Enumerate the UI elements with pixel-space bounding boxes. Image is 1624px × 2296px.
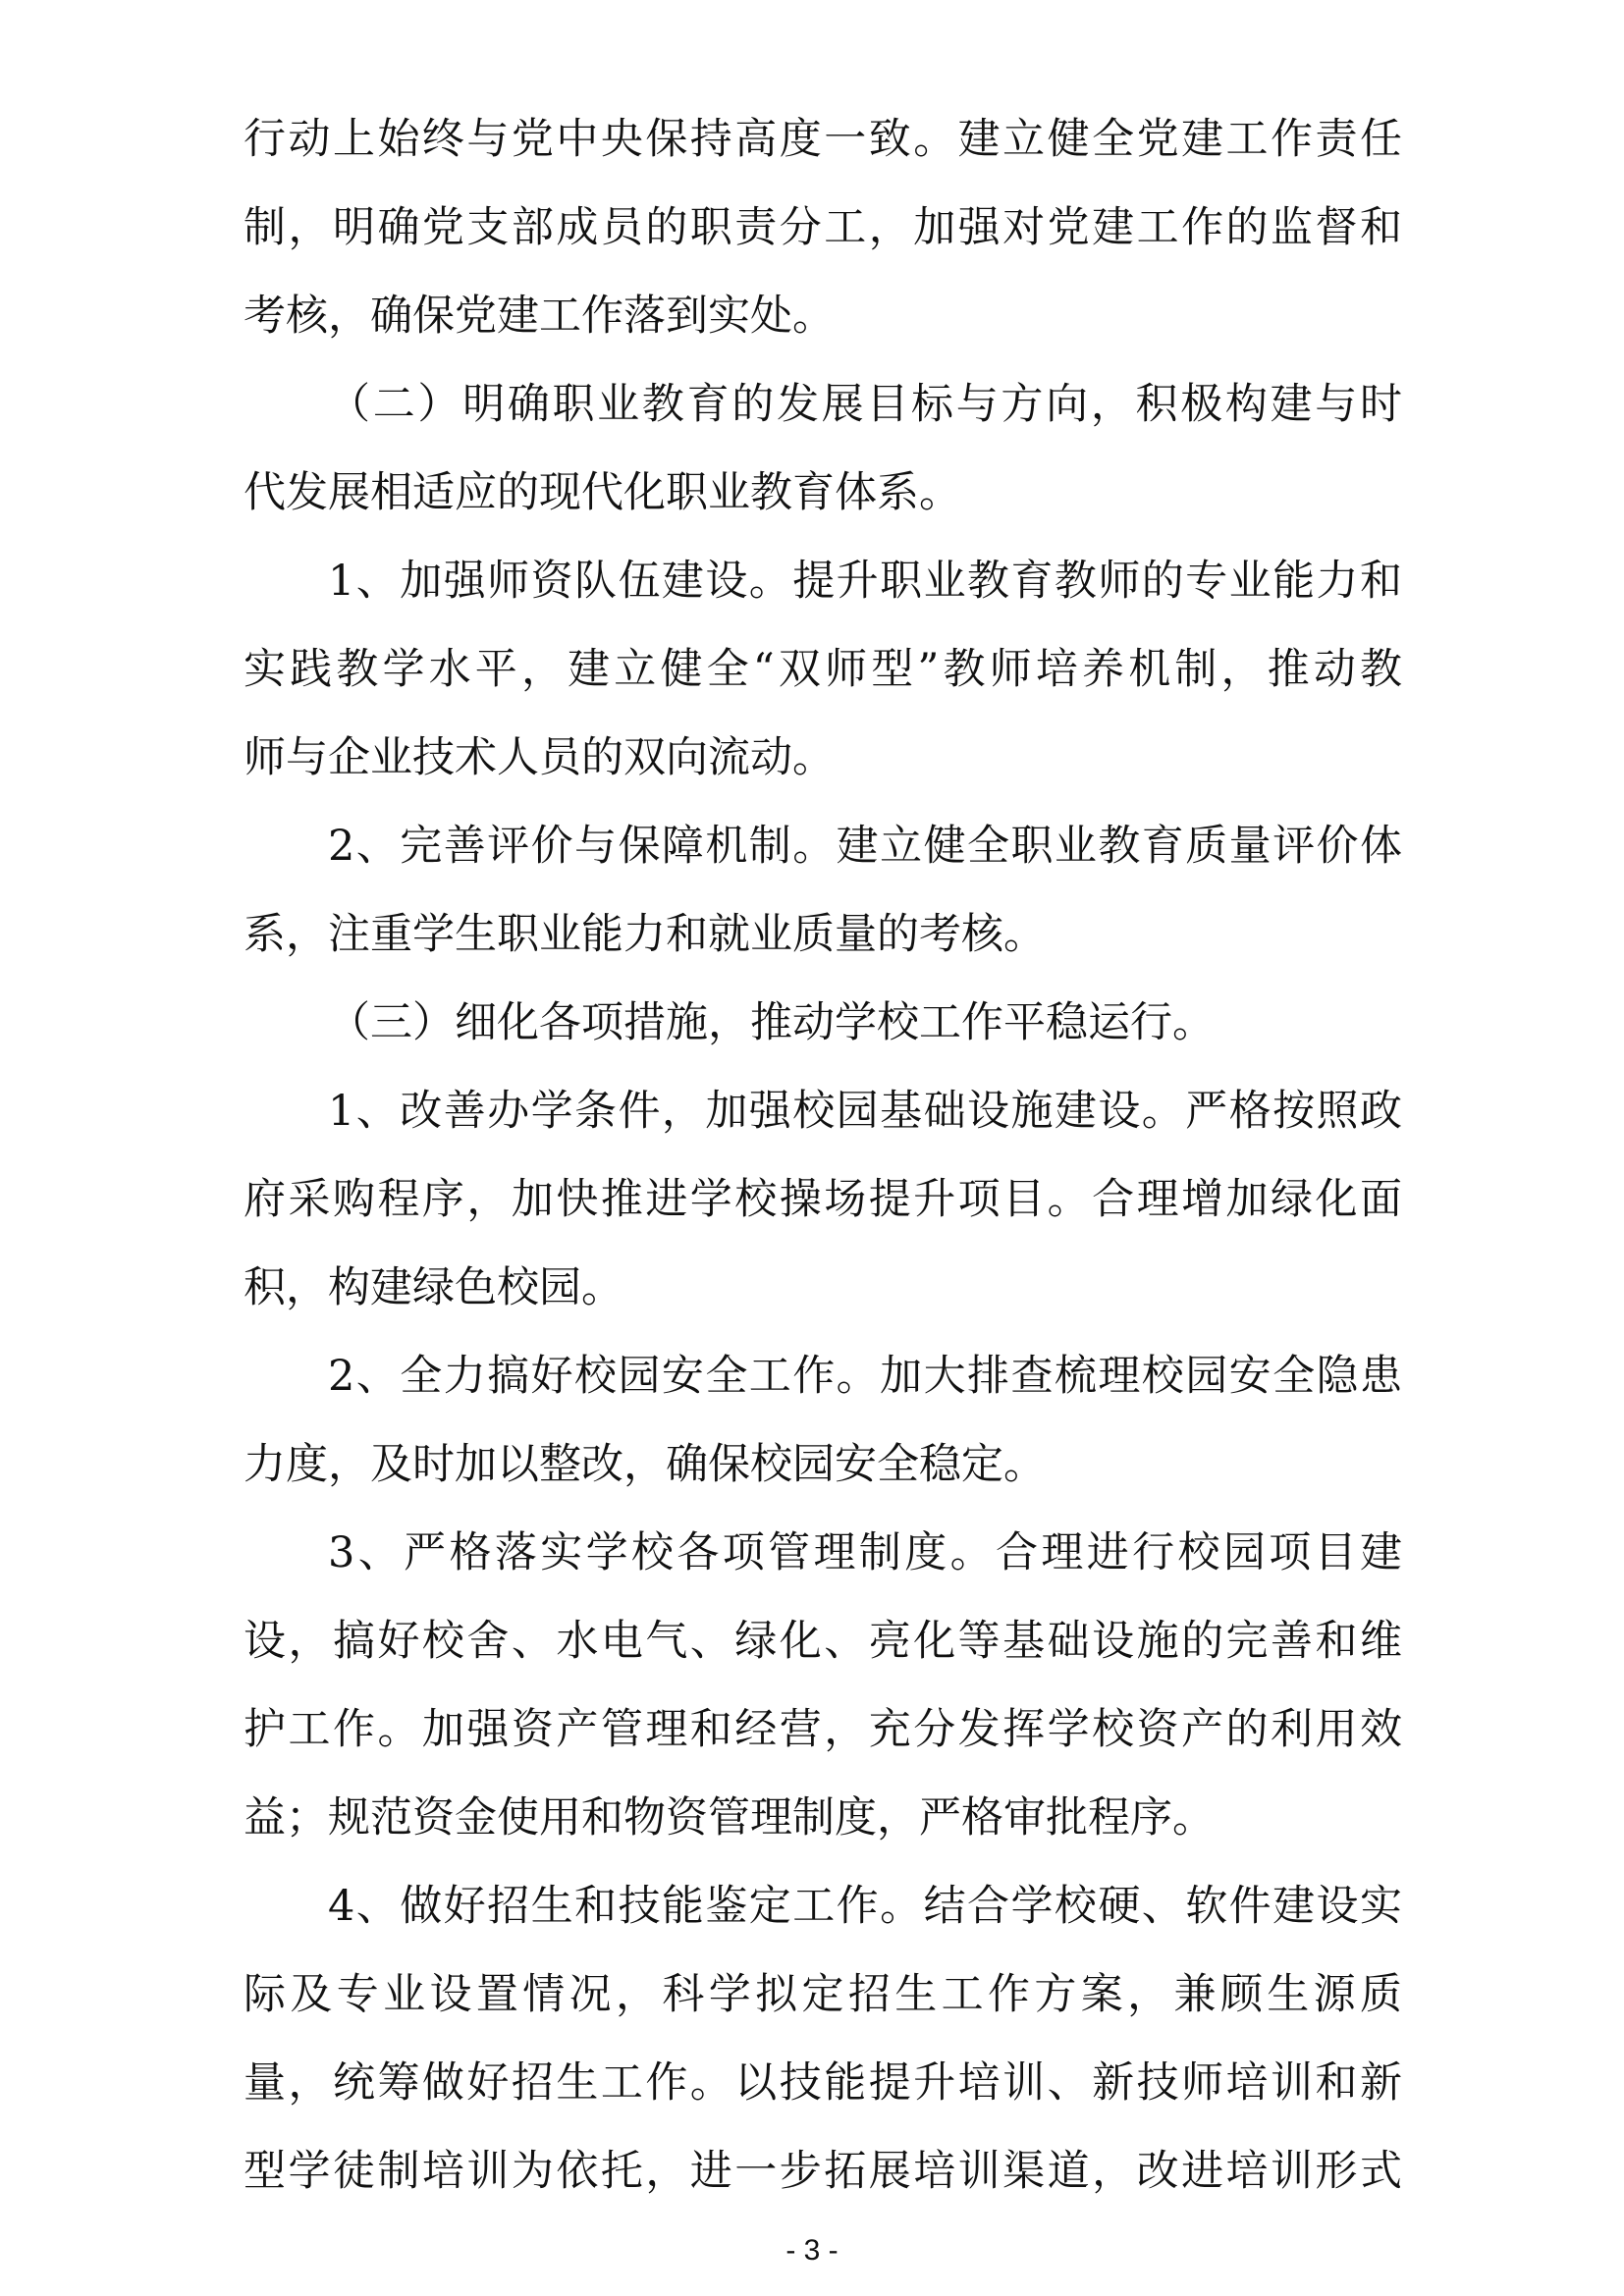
text-line: 际及专业设置情况，科学拟定招生工作方案，兼顾生源质: [244, 1970, 1402, 2019]
list-item-line: 2、完善评价与保障机制。建立健全职业教育质量评价体: [328, 822, 1402, 871]
list-item-line: 1、加强师资队伍建设。提升职业教育教师的专业能力和: [328, 557, 1402, 606]
text-line: 益；规范资金使用和物资管理制度，严格审批程序。: [244, 1793, 1215, 1842]
page-number: - 3 -: [785, 2234, 839, 2267]
text-line: 制，明确党支部成员的职责分工，加强对党建工作的监督和: [244, 203, 1402, 252]
section-heading-line: （三）细化各项措施，推动学校工作平稳运行。: [328, 998, 1215, 1047]
text-line: 设，搞好校舍、水电气、绿化、亮化等基础设施的完善和维: [244, 1617, 1402, 1666]
text-line: 力度，及时加以整改，确保校园安全稳定。: [244, 1440, 1046, 1489]
text-line: 护工作。加强资产管理和经营，充分发挥学校资产的利用效: [244, 1705, 1402, 1754]
text-line: 量，统筹做好招生工作。以技能提升培训、新技师培训和新: [244, 2058, 1402, 2108]
text-line: 系，注重学生职业能力和就业质量的考核。: [244, 910, 1046, 959]
list-item-line: 3、严格落实学校各项管理制度。合理进行校园项目建: [328, 1528, 1402, 1577]
text-line: 实践教学水平，建立健全“双师型”教师培养机制，推动教: [244, 645, 1402, 694]
text-line: 代发展相适应的现代化职业教育体系。: [244, 468, 961, 517]
text-line: 考核，确保党建工作落到实处。: [244, 292, 835, 341]
text-line: 府采购程序，加快推进学校操场提升项目。合理增加绿化面: [244, 1175, 1402, 1224]
list-item-line: 1、改善办学条件，加强校园基础设施建设。严格按照政: [328, 1087, 1402, 1136]
text-line: 师与企业技术人员的双向流动。: [244, 733, 835, 782]
list-item-line: 4、做好招生和技能鉴定工作。结合学校硬、软件建设实: [328, 1882, 1402, 1931]
text-line: 行动上始终与党中央保持高度一致。建立健全党建工作责任: [244, 115, 1402, 164]
text-line: 积，构建绿色校园。: [244, 1263, 623, 1312]
list-item-line: 2、全力搞好校园安全工作。加大排查梳理校园安全隐患: [328, 1352, 1402, 1401]
section-heading-line: （二）明确职业教育的发展目标与方向，积极构建与时: [328, 380, 1402, 429]
text-line: 型学徒制培训为依托，进一步拓展培训渠道，改进培训形式: [244, 2147, 1402, 2196]
